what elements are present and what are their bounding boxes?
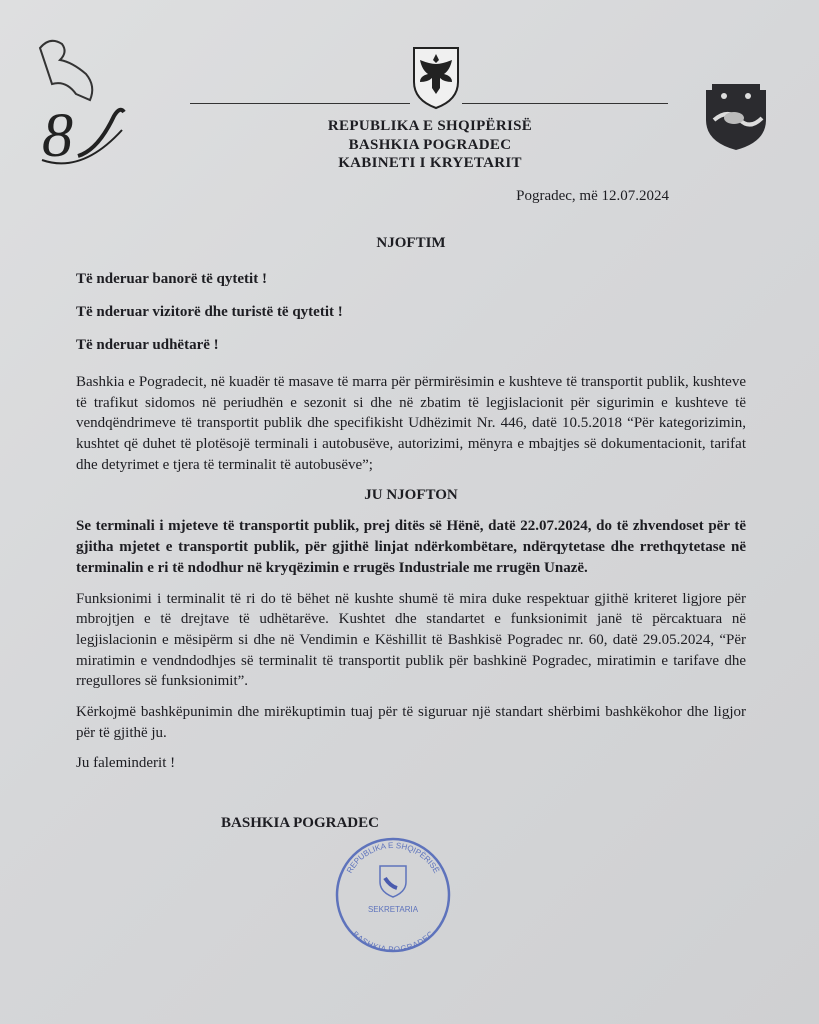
- header-line-right: [462, 103, 668, 104]
- republic-name: REPUBLIKA E SHQIPËRISË: [327, 118, 533, 134]
- cooperation-paragraph: Kërkojmë bashkëpunimin dhe mirëkuptimin tuaj për të siguruar një standart shërbimi bashkëkohor dhe ligjor për të gjithë ju.: [76, 704, 746, 741]
- subtitle: JU NJOFTON: [364, 486, 458, 503]
- albania-emblem: [411, 44, 461, 110]
- pogradec-emblem: [704, 82, 768, 150]
- official-stamp: [334, 836, 452, 954]
- greeting-visitors: Të nderuar vizitorë dhe turistë të qytetit !: [76, 304, 343, 320]
- office-name: KABINETI I KRYETARIT: [338, 155, 522, 171]
- svg-text:BASHKIA POGRADEC: [351, 929, 435, 954]
- announcement-paragraph: Se terminali i mjeteve të transportit publik, prej ditës së Hënë, datë 22.07.2024, do të zhvendoset për të gjitha mjetet e transportit publik, për gjithë linjat ndërkombëtare, ndërqytetase dhe rrethqytetase në terminalin e ri të ndodhur në kryqëzimin e rrugës Industriale me rrugën Unazë.: [76, 517, 746, 576]
- operation-paragraph: Funksionimi i terminalit të ri do të bëhet në kushte shumë të mira duke respektuar gjithë kriteret ligjore për mbrojtjen e të drejtave të udhëtarëve. Kushtet dhe standartet e funksionimit janë të përcaktuara në legjislacionin e mësipërm si dhe në Vendimin e Këshillit të Bashkisë Pogradec nr. 60, datë 29.05.2024, “Për miratimin e vendndodhjes së terminalit të transportit publik për bashkinë Pogradec, miratimin e tarifave dhe rregullores së funksionimit”.: [76, 590, 746, 690]
- header-line-left: [190, 103, 410, 104]
- stamp-bottom-text: BASHKIA POGRADEC: [350, 929, 436, 954]
- svg-text:REPUBLIKA E SHQIPËRISË: [345, 841, 441, 875]
- anniversary-logo: [28, 28, 128, 173]
- date-line: Pogradec, më 12.07.2024: [516, 188, 669, 204]
- municipality-name: BASHKIA POGRADEC: [348, 136, 512, 153]
- greeting-travelers: Të nderuar udhëtarë !: [76, 337, 219, 353]
- intro-paragraph: Bashkia e Pogradecit, në kuadër të masave të marra për përmirësimin e kushteve të transportit publik, kushteve të trafikut sidomos në periudhën e sezonit si dhe në zbatim të legjislacionit për sigurimin e kushteve të vendqëndrimeve të transportit publik dhe specifikisht Udhëzimit Nr. 446, datë 10.5.2018 “Për kategorizimin, kushtet që duhet të plotësojë terminali i autobusëve, autorizimi, mënyra e mbajtjes së dokumentacionit, tarifat dhe detyrimet e tjera të terminalit të autobusëve”;: [76, 374, 746, 473]
- stamp-middle-text: SEKRETARIA: [367, 905, 419, 915]
- stamp-top-text: REPUBLIKA E SHQIPËRISË: [344, 841, 442, 875]
- closing-line: Ju faleminderit !: [76, 755, 176, 772]
- notice-title: NJOFTIM: [376, 235, 446, 251]
- letterhead: [230, 117, 630, 173]
- letter-body: [76, 234, 746, 974]
- greeting-residents: Të nderuar banorë të qytetit !: [76, 271, 267, 287]
- svg-text:8: 8: [42, 102, 73, 170]
- signature-block: BASHKIA POGRADEC: [221, 815, 379, 832]
